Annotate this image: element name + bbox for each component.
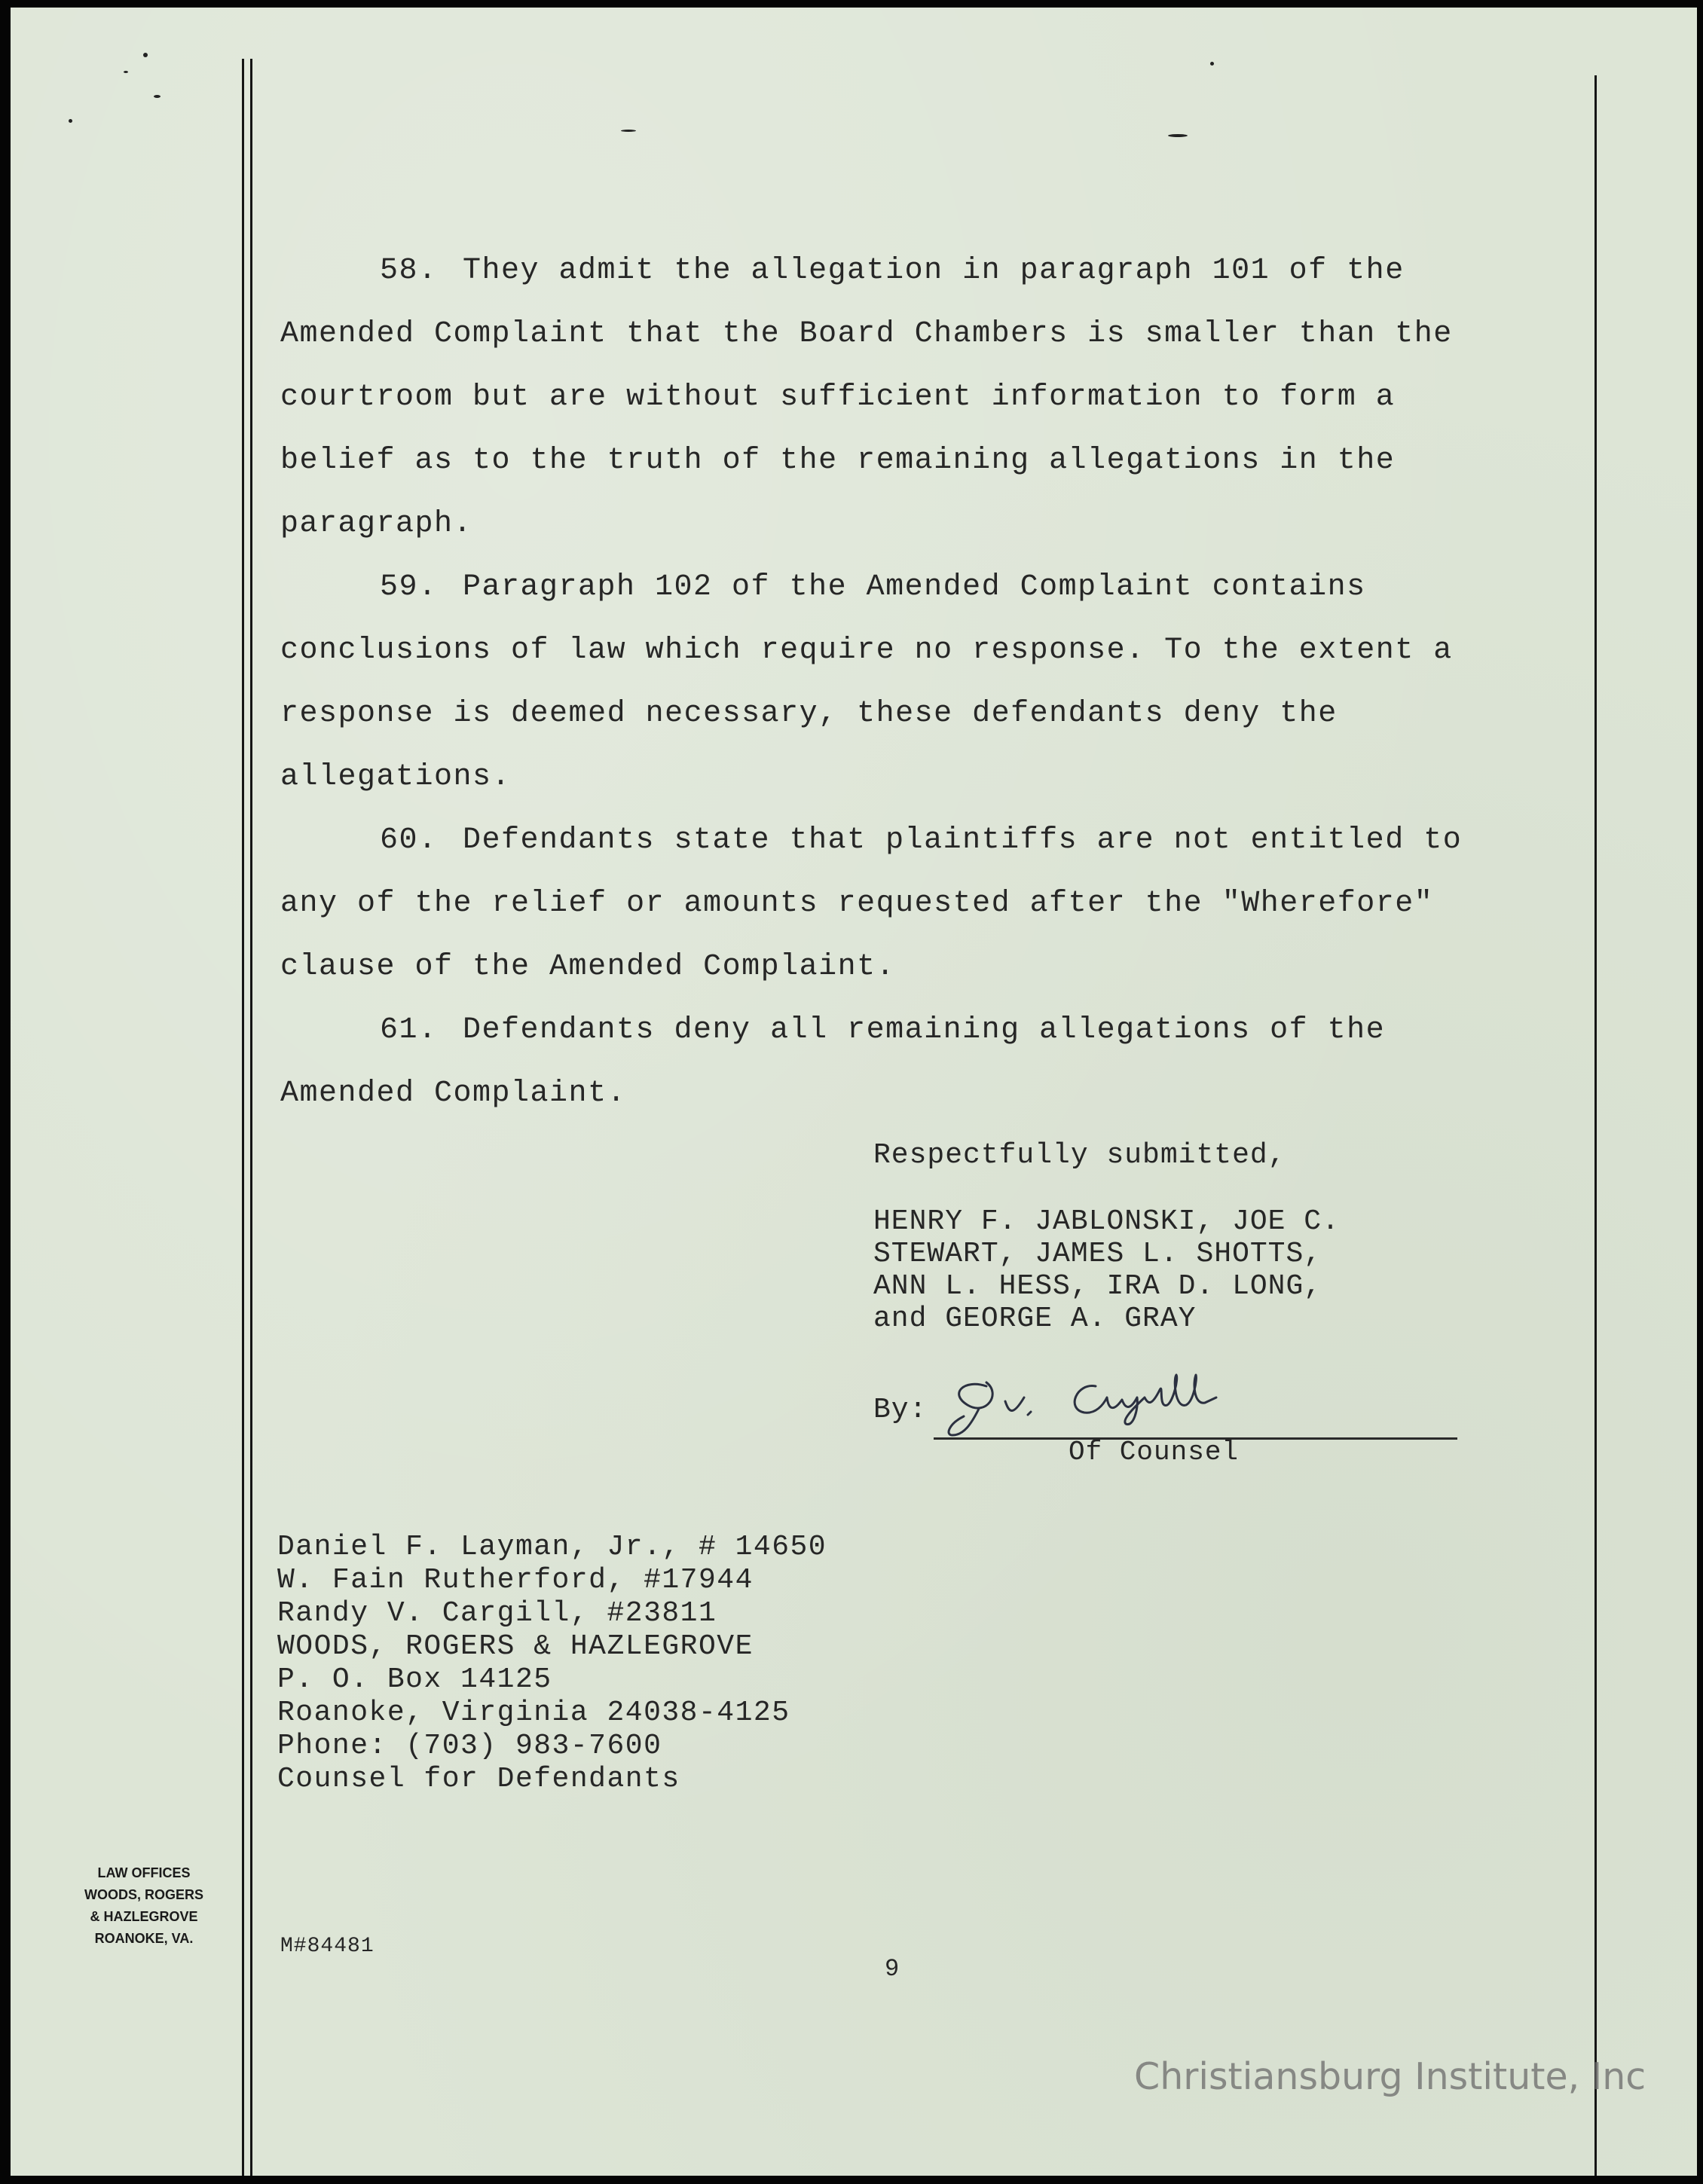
text-line: response is deemed necessary, these defendants deny the <box>280 697 1338 731</box>
party-line: ANN L. HESS, IRA D. LONG, <box>873 1270 1322 1303</box>
text-line: any of the relief or amounts requested after the "Wherefore" <box>280 887 1434 921</box>
left-margin-rule-inner <box>250 59 252 2176</box>
signature-role: Of Counsel <box>1069 1437 1240 1468</box>
scan-speck <box>1210 62 1214 66</box>
text-line: clause of the Amended Complaint. <box>280 950 896 984</box>
law-office-stamp <box>60 1862 228 1950</box>
address-line: W. Fain Rutherford, #17944 <box>277 1564 754 1596</box>
document-id: M#84481 <box>280 1935 375 1958</box>
text-line: belief as to the truth of the remaining allegations in the <box>280 444 1396 478</box>
counsel-address-block <box>277 1531 827 1796</box>
scan-speck <box>69 119 72 123</box>
scan-speck <box>154 95 161 98</box>
party-line: and GEORGE A. GRAY <box>873 1303 1197 1335</box>
text-line: courtroom but are without sufficient information to form a <box>280 380 1396 414</box>
stamp-line: & HAZLEGROVE <box>90 1909 198 1924</box>
paragraph-59-lead: 59. Paragraph 102 of the Amended Complaint contains <box>280 556 1516 619</box>
archive-watermark: Christiansburg Institute, Inc <box>1134 2055 1646 2098</box>
stamp-line: WOODS, ROGERS <box>84 1887 203 1902</box>
text-line: allegations. <box>280 760 512 794</box>
handwritten-signature <box>934 1364 1325 1446</box>
address-line: Counsel for Defendants <box>277 1763 680 1795</box>
paragraph-number: 60. <box>380 823 438 857</box>
address-line: P. O. Box 14125 <box>277 1663 552 1696</box>
address-line: Daniel F. Layman, Jr., # 14650 <box>277 1531 827 1563</box>
party-line: STEWART, JAMES L. SHOTTS, <box>873 1238 1322 1270</box>
closing-block <box>873 1139 1286 1171</box>
document-page <box>11 8 1697 2176</box>
paragraph-number: 59. <box>380 570 438 604</box>
text-line: conclusions of law which require no response. To the extent a <box>280 634 1453 667</box>
closing-salutation: Respectfully submitted, <box>873 1139 1286 1171</box>
scan-speck <box>143 53 148 57</box>
right-margin-rule <box>1594 75 1597 2176</box>
text-line: Amended Complaint. <box>280 1077 627 1110</box>
paragraph-number: 61. <box>380 1013 438 1047</box>
signature-by-label: By: <box>873 1394 928 1426</box>
party-names <box>873 1205 1340 1335</box>
address-line: WOODS, ROGERS & HAZLEGROVE <box>277 1630 754 1663</box>
text-line: Amended Complaint that the Board Chambers is smaller than the <box>280 317 1453 351</box>
scan-speck <box>124 71 128 73</box>
text-line: paragraph. <box>280 507 473 541</box>
page-number: 9 <box>885 1955 900 1983</box>
left-margin-rule-outer <box>242 59 244 2176</box>
address-line: Randy V. Cargill, #23811 <box>277 1597 717 1630</box>
party-line: HENRY F. JABLONSKI, JOE C. <box>873 1205 1340 1238</box>
paragraph-number: 58. <box>380 254 438 288</box>
paragraph-61-lead: 61. Defendants deny all remaining allegations of the <box>280 999 1516 1062</box>
scan-speck <box>621 130 636 132</box>
address-line: Phone: (703) 983-7600 <box>277 1730 662 1762</box>
paragraph-58-lead: 58. They admit the allegation in paragraph 101 of the <box>280 240 1516 303</box>
stamp-line: ROANOKE, VA. <box>94 1931 194 1946</box>
paragraph-60-lead: 60. Defendants state that plaintiffs are not entitled to <box>280 809 1516 872</box>
address-line: Roanoke, Virginia 24038-4125 <box>277 1697 790 1729</box>
stamp-line: LAW OFFICES <box>97 1865 191 1880</box>
scan-speck <box>1168 134 1188 137</box>
answer-paragraphs <box>280 240 1516 1126</box>
